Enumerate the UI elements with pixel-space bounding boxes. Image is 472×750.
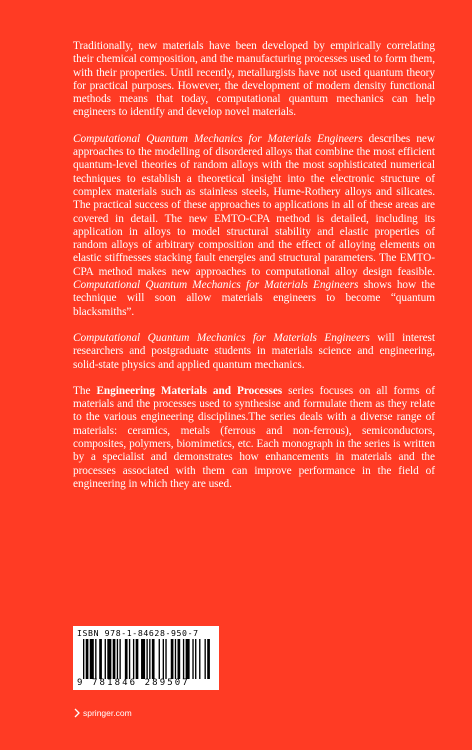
- publisher-logo: [73, 708, 132, 718]
- barcode-bar: [205, 639, 206, 679]
- blurb-text: describes new approaches to the modelling of disordered alloys that combine the most efficient quantum-level theories of random alloys with the most sophisticated numerical techniques to establish a theoretical insight into the electronic structure of complex materials such as stainless steels, Hume-Rothery alloys and silicates. The practical success of these approaches to applications in all of these areas are covered in detail. The new EMTO-CPA method is detailed, including its application in alloys to model structural stability and elastic properties of random alloys of arbitrary composition and the effect of alloying elements on elastic stiffnesses stacking fault energies and structural parameters. The EMTO-CPA method makes new approaches to computational alloy design feasible.: [73, 132, 435, 278]
- barcode-bar: [152, 639, 155, 679]
- barcode-bar: [175, 639, 176, 679]
- barcode-bar: [119, 639, 120, 679]
- barcode-bar: [113, 639, 116, 679]
- book-title: Computational Quantum Mechanics for Materials Engineers: [73, 331, 370, 344]
- publisher-name: springer.com: [83, 708, 132, 718]
- barcode-bar: [195, 639, 196, 679]
- springer-horse-icon: [73, 708, 81, 718]
- barcode-bar: [163, 639, 164, 679]
- barcode-bar: [183, 639, 184, 679]
- barcode-bar: [105, 639, 106, 679]
- barcode-bar: [99, 639, 102, 679]
- barcode-bar: [159, 639, 160, 679]
- barcode-bar: [86, 639, 89, 679]
- barcode-bar: [171, 639, 174, 679]
- back-cover-blurb: [73, 40, 435, 504]
- barcode-bar: [125, 639, 128, 679]
- barcode-bar: [178, 639, 181, 679]
- book-title: Computational Quantum Mechanics for Materials Engineers: [73, 132, 363, 145]
- isbn-barcode: [73, 626, 219, 690]
- barcode-bar: [107, 639, 111, 679]
- barcode-bar: [186, 639, 190, 679]
- barcode-digits: 9 781846 289507: [77, 678, 190, 688]
- barcode-bar: [146, 639, 147, 679]
- barcode-bar: [129, 639, 130, 679]
- blurb-paragraph-1: [73, 40, 435, 120]
- barcode-bar: [149, 639, 150, 679]
- blurb-text: will interest researchers and postgraduate students in materials science and engineering, solid-state physics and applied quantum mechanics.: [73, 331, 435, 371]
- barcode-bars: [77, 639, 215, 679]
- barcode-bar: [165, 639, 166, 679]
- barcode-bar: [207, 639, 210, 679]
- series-name: Engineering Materials and Processes: [96, 384, 283, 397]
- barcode-bar: [83, 639, 84, 679]
- barcode-bar: [136, 639, 139, 679]
- barcode-bar: [199, 639, 200, 679]
- isbn-label: ISBN 978-1-84628-950-7: [77, 628, 199, 638]
- barcode-bar: [133, 639, 134, 679]
- blurb-paragraph-4: [73, 385, 435, 491]
- barcode-bar: [192, 639, 193, 679]
- blurb-text: series focuses on all forms of materials and the processes used to synthesise and formulate them as they relate to the various engineering disciplines.The series deals with a diverse range of materials: ceramics, metals (ferrous and non-ferrous), semiconductors, composites, polymers, biomimetics, etc. Each monograph in the series is written by a specialist and demonstrates how enhancements in materials and the processes associated with them can improve performance in the field of engineering in which they are used.: [73, 384, 435, 490]
- barcode-bar: [95, 639, 96, 679]
- blurb-text: Traditionally, new materials have been developed by empirically correlating their chemical composition, and the manufacturing processes used to form them, with their properties. Until recently, metallurgists have not used quantum theory for practical purposes. However, the development of modern density functional methods means that today, computational quantum mechanics can help engineers to identify and develop novel materials.: [73, 40, 435, 119]
- blurb-paragraph-2: [73, 133, 435, 319]
- book-title: Computational Quantum Mechanics for Materials Engineers: [73, 279, 359, 292]
- barcode-bar: [90, 639, 94, 679]
- barcode-bar: [141, 639, 145, 679]
- blurb-text: The: [73, 384, 97, 397]
- blurb-paragraph-3: [73, 332, 435, 372]
- barcode-bar: [117, 639, 118, 679]
- blurb-text: shows how the technique will soon allow materials engineers to become “quantum blacksmiths”.: [73, 279, 436, 318]
